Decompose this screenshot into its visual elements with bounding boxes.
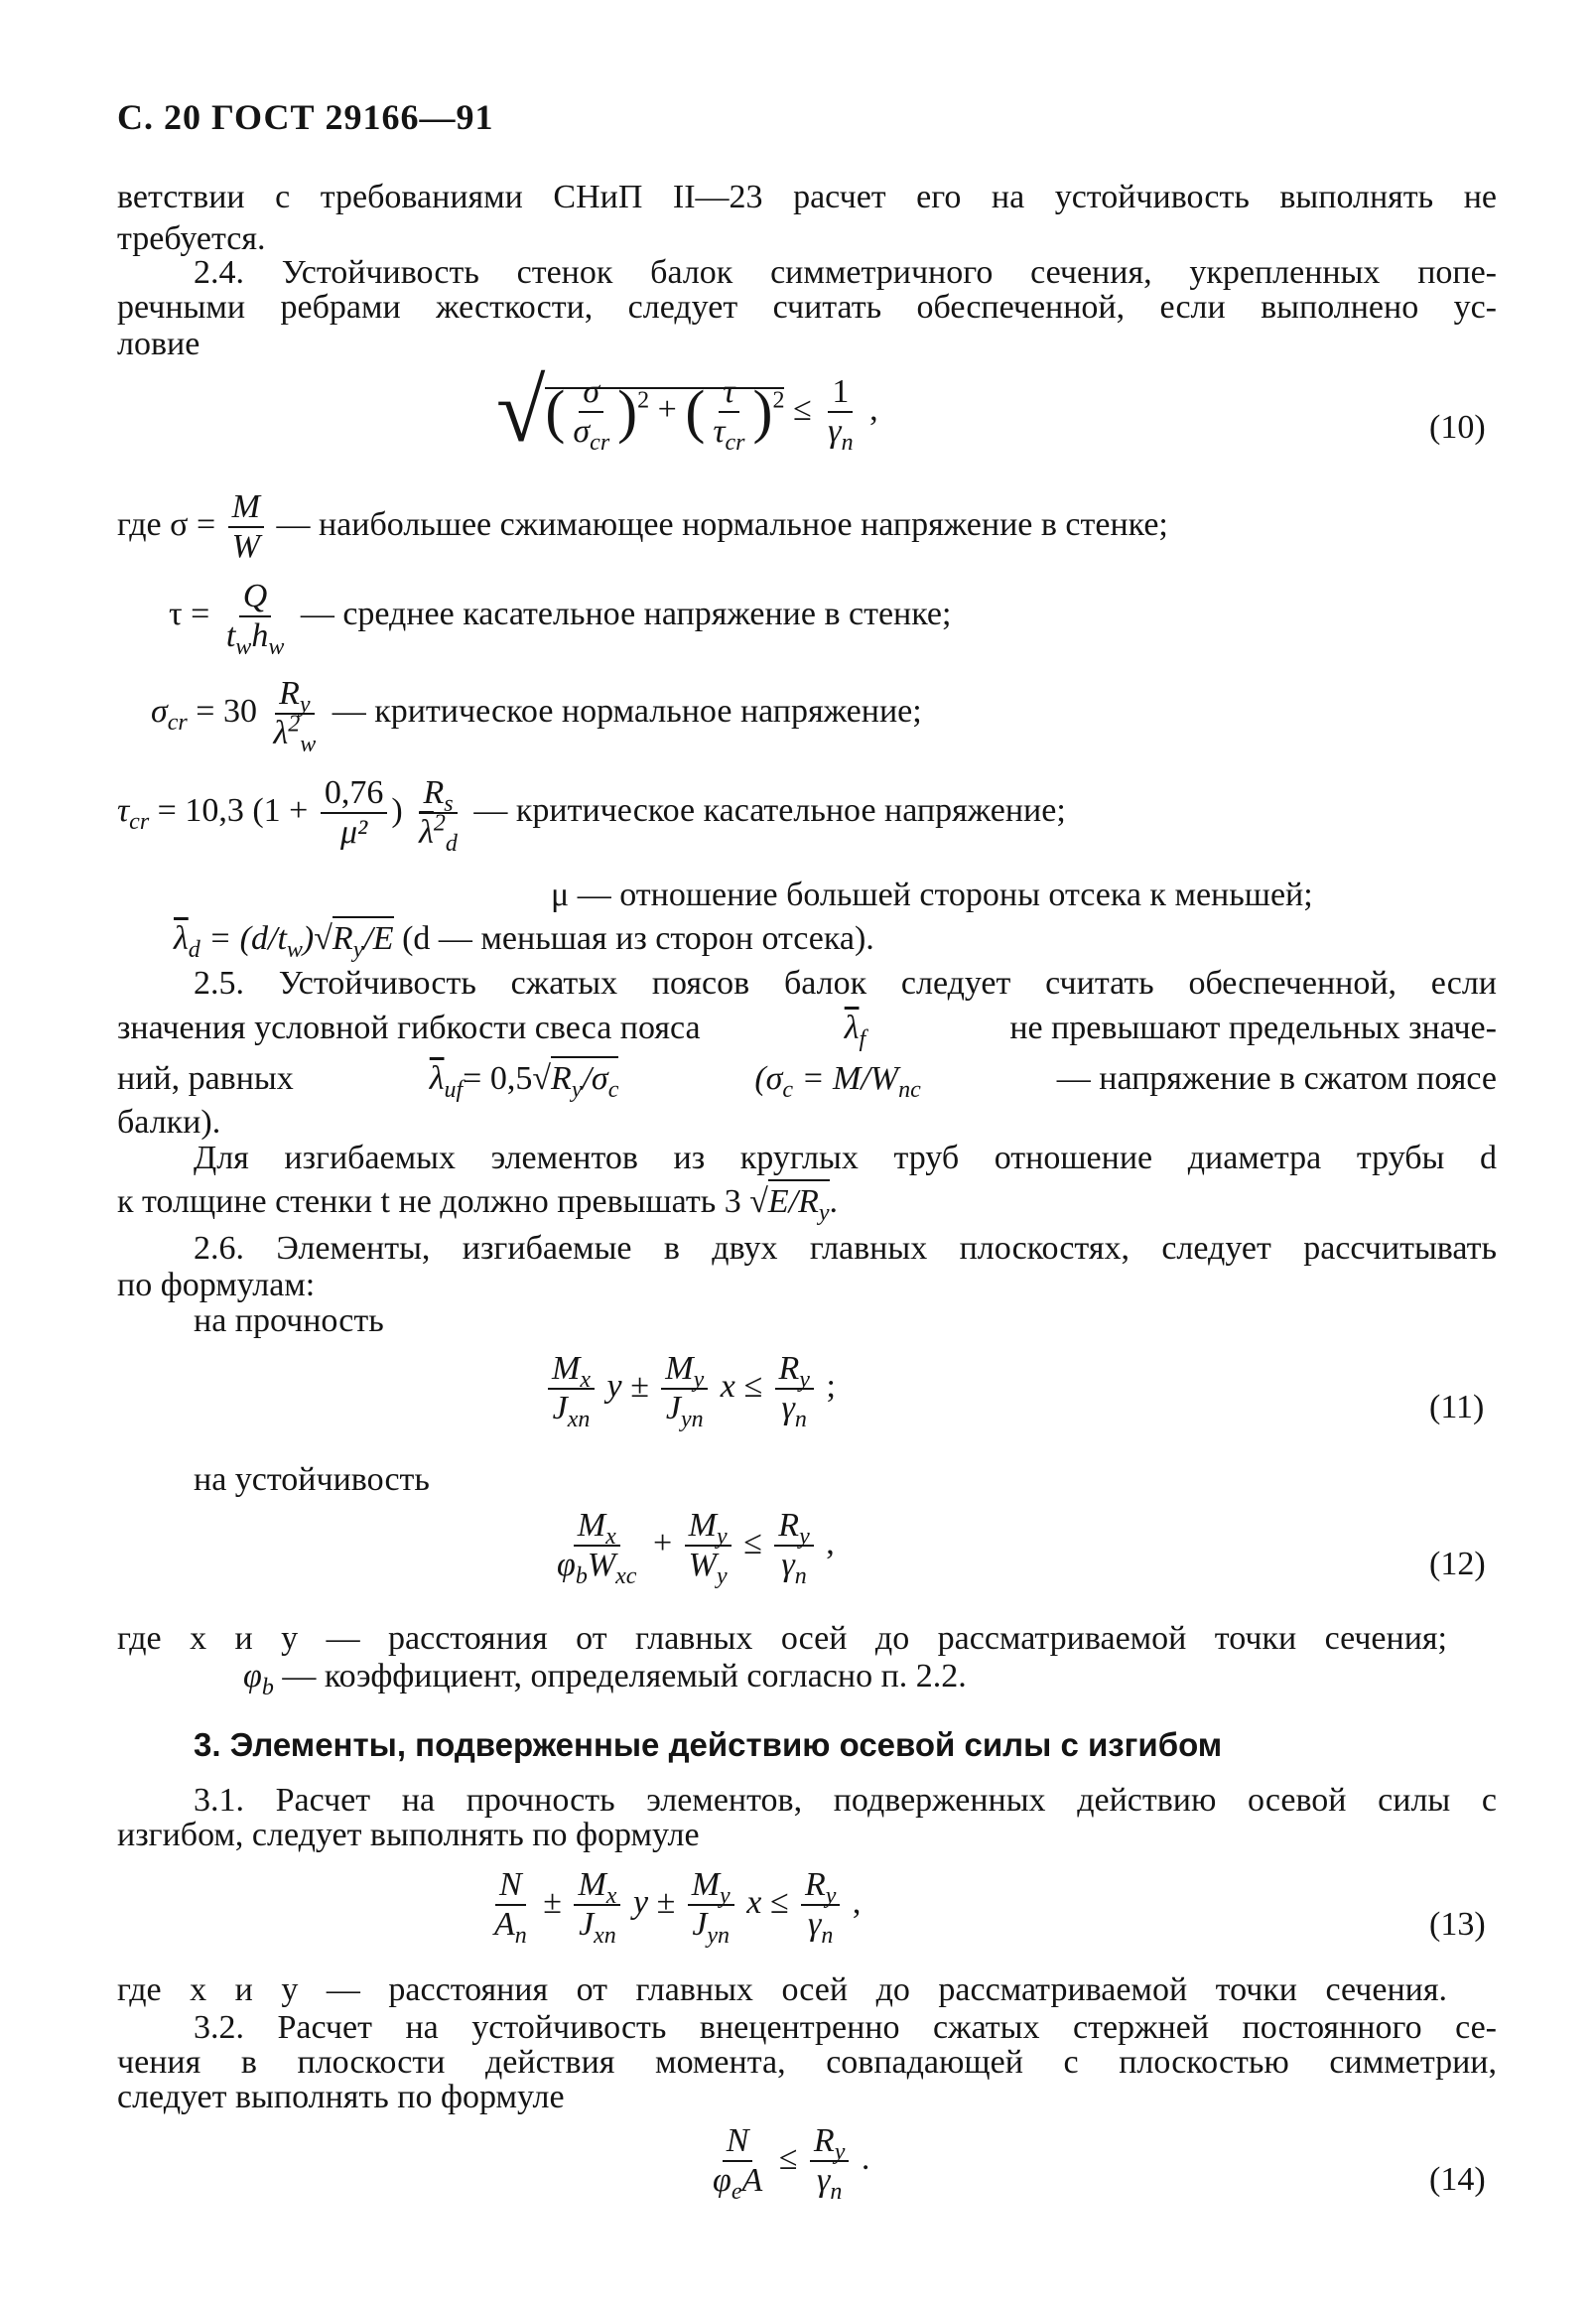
- text-line: речными ребрами жесткости, следует считать обеспеченной, если выполнено ус-: [117, 289, 1497, 326]
- definition-sigma-cr: $\sigma_{cr} = 30$ $\frac{R_y}{\lambda^2_w}$ — критическое нормальное напряжение;: [151, 675, 922, 757]
- definition-lambda-d: $\overline{\lambda}_d = (d/t_w)√R_y/E$ (d — меньшая из сторон отсека).: [174, 920, 874, 957]
- eq-denominator: $\tau_{cr}$: [713, 413, 745, 456]
- text-line: 2.6. Элементы, изгибаемые в двух главных плоскостях, следует рассчитывать: [194, 1230, 1497, 1267]
- text-line: 2.4. Устойчивость стенок балок симметричного сечения, укрепленных попе-: [194, 254, 1497, 291]
- equation-number: (14): [1429, 2161, 1486, 2198]
- text-line: ний, равных $\overline{\lambda}_{uf}= 0,5√R_y/\sigma_c$ ($\sigma_c = M/W_{nc}$ — напряжение в сжатом поясе: [117, 1060, 1497, 1097]
- text-line: $\varphi_b$ — коэффициент, определяемый согласно п. 2.2.: [243, 1658, 967, 1700]
- text-line: требуется.: [117, 220, 266, 257]
- text-line: 2.5. Устойчивость сжатых поясов балок следует считать обеспеченной, если: [194, 965, 1497, 1002]
- text-line: чения в плоскости действия момента, совпадающей с плоскостью симметрии,: [117, 2044, 1497, 2081]
- text-line: изгибом, следует выполнять по формуле: [117, 1817, 700, 1853]
- page-header: С. 20 ГОСТ 29166—91: [117, 97, 494, 137]
- equation-number: (12): [1429, 1546, 1486, 1582]
- definition-tau-cr: $\tau_{cr} = 10,3$ (1 + $\frac{0,76}{\text{μ²}}$ ) $\frac{R_s}{\overline{\lambda}^2_d}$ — критическое касательное напряжение;: [117, 774, 1066, 857]
- definition-mu: μ — отношение большей стороны отсека к меньшей;: [551, 877, 1313, 913]
- text-line: следует выполнять по формуле: [117, 2079, 565, 2115]
- text-line: где x и y — расстояния от главных осей до рассматриваемой точки сечения.: [117, 1971, 1447, 2008]
- equation-10: √( $\frac{\sigma}{\sigma_{cr}}$ )$^2$ + ( $\frac{\tau}{\tau_{cr}}$ )$^2$ ≤ $\frac{1}{\gamma_n}$ ,: [496, 362, 878, 461]
- eq-denominator: $\sigma_{cr}$: [573, 413, 610, 456]
- equation-14: $\frac{N}{\varphi_eA}$ ≤ $\frac{R_y}{\gamma_n}$ .: [713, 2122, 870, 2205]
- equation-number: (10): [1429, 409, 1486, 446]
- eq-denominator: $\gamma_n$: [828, 413, 854, 456]
- text-line: балки).: [117, 1104, 221, 1141]
- text-line: к толщине стенки t не должно превышать 3 $√E/R_y$.: [117, 1183, 838, 1220]
- text-line: где x и y — расстояния от главных осей до рассматриваемой точки сечения;: [117, 1620, 1447, 1657]
- eq-numerator: σ: [579, 373, 603, 413]
- equation-13: $\frac{N}{A_n}$ ± $\frac{M_x}{J_{xn}}$ y ± $\frac{M_y}{J_{yn}}$ x ≤ $\frac{R_y}{\gamma_n}$ ,: [494, 1866, 862, 1949]
- text-line: 3.1. Расчет на прочность элементов, подверженных действию осевой силы с: [194, 1782, 1497, 1819]
- text-line: на устойчивость: [194, 1461, 430, 1498]
- text-line: 3.2. Расчет на устойчивость внецентренно сжатых стержней постоянного се-: [194, 2009, 1497, 2046]
- text-line: Для изгибаемых элементов из круглых труб отношение диаметра трубы d: [194, 1140, 1497, 1176]
- eq-numerator: 1: [828, 373, 853, 413]
- text-line: по формулам:: [117, 1267, 316, 1303]
- text-line: ловие: [117, 326, 200, 362]
- definition-sigma: где σ = $\frac{M}{W}$ — наибольшее сжимающее нормальное напряжение в стенке;: [117, 488, 1168, 565]
- equation-number: (11): [1429, 1389, 1485, 1425]
- equation-number: (13): [1429, 1906, 1486, 1943]
- text-line: ветствии с требованиями СНиП II—23 расчет его на устойчивость выполнять не: [117, 179, 1497, 215]
- eq-numerator: τ: [719, 373, 738, 413]
- text-line: значения условной гибкости свеса пояса $\overline{\lambda}_f$ не превышают предельных значе-: [117, 1010, 1497, 1052]
- equation-12: $\frac{M_x}{\varphi_bW_{xc}}$ + $\frac{M_y}{W_y}$ ≤ $\frac{R_y}{\gamma_n}$ ,: [557, 1507, 835, 1589]
- equation-11: $\frac{M_x}{J_{xn}}$ y ± $\frac{M_y}{J_{yn}}$ x ≤ $\frac{R_y}{\gamma_n}$ ;: [544, 1350, 836, 1427]
- text-line: на прочность: [194, 1302, 384, 1339]
- definition-tau: τ = $\frac{Q}{t_wh_w}$ — среднее касательное напряжение в стенке;: [169, 578, 952, 660]
- section-heading: 3. Элементы, подверженные действию осевой силы с изгибом: [194, 1726, 1223, 1763]
